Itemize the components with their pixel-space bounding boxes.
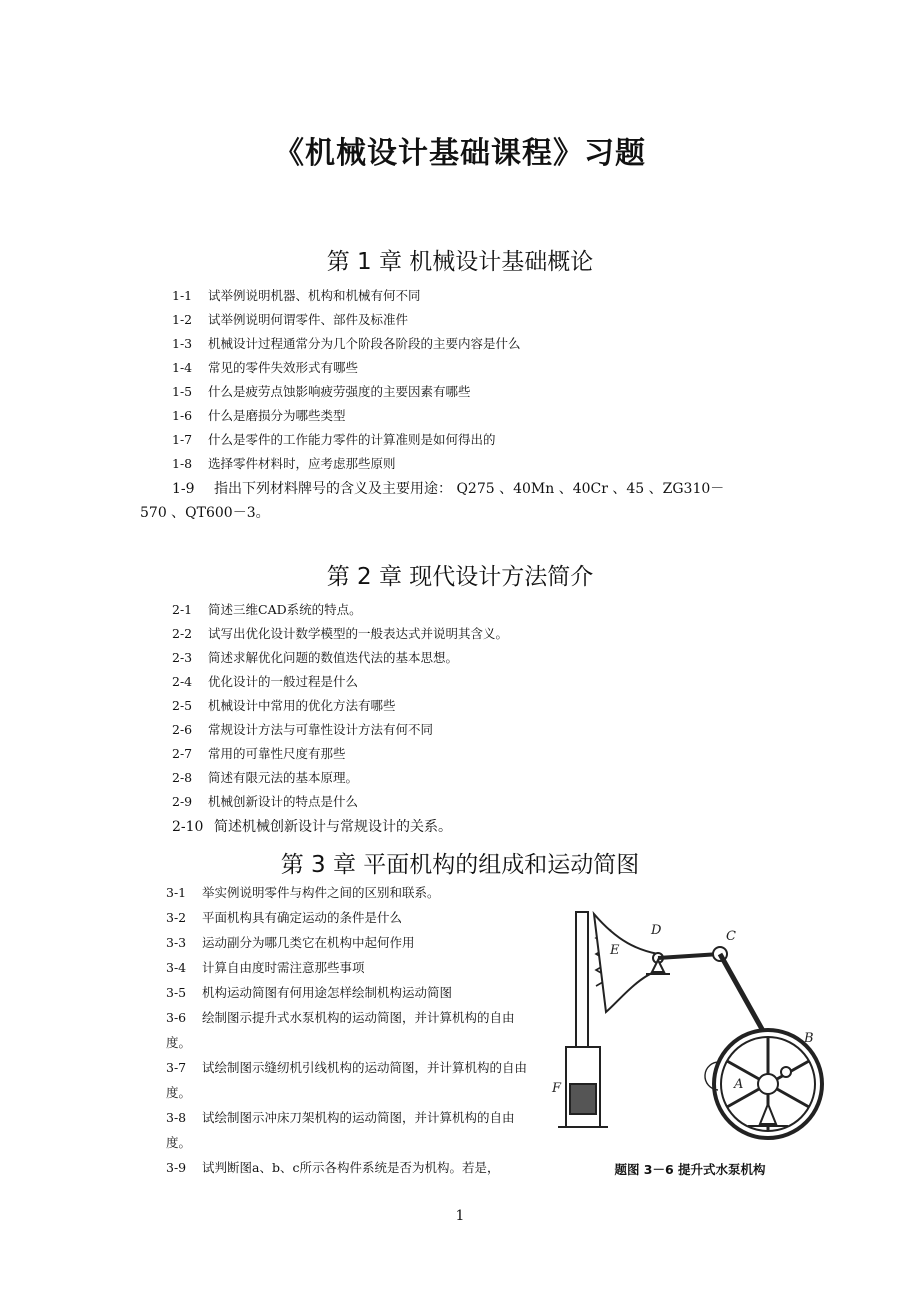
exercise-number: 1-7 <box>172 432 193 447</box>
exercise-text: 试绘制图示冲床刀架机构的运动简图，并计算机构的自由度。 <box>166 1110 515 1150</box>
exercise-number: 2-6 <box>172 722 193 737</box>
exercise-text: 简述机械创新设计与常规设计的关系。 <box>214 819 452 835</box>
exercise-2-5 <box>172 696 396 714</box>
exercise-1-2 <box>172 310 408 328</box>
exercise-text: 举实例说明零件与构件之间的区别和联系。 <box>202 885 440 900</box>
link-dc <box>658 954 720 958</box>
exercise-number: 1-1 <box>172 288 193 303</box>
label-a: A <box>734 1077 744 1092</box>
exercise-number: 3-3 <box>166 935 187 950</box>
exercise-number: 2-5 <box>172 698 193 713</box>
label-c: C <box>726 929 736 944</box>
exercise-number: 1-5 <box>172 384 193 399</box>
exercise-text: 机械创新设计的特点是什么 <box>208 794 359 809</box>
exercise-2-4 <box>172 672 358 690</box>
exercise-3-9 <box>140 1155 538 1180</box>
exercise-number: 3-2 <box>166 910 187 925</box>
exercise-number: 2-10 <box>172 819 204 835</box>
exercise-number: 1-8 <box>172 456 193 471</box>
exercise-3-8 <box>140 1105 538 1155</box>
exercise-text: 试绘制图示缝纫机引线机构的运动简图，并计算机构的自由度。 <box>166 1060 528 1100</box>
exercise-number: 3-8 <box>166 1110 187 1125</box>
exercise-number: 3-5 <box>166 985 187 1000</box>
exercise-number: 2-4 <box>172 674 193 689</box>
exercise-text: 优化设计的一般过程是什么 <box>208 674 359 689</box>
exercise-number: 1-6 <box>172 408 193 423</box>
chapter-3-heading: 第 3 章 平面机构的组成和运动简图 <box>280 852 640 878</box>
exercise-text: 选择零件材料时，应考虑那些原则 <box>208 456 396 471</box>
exercise-1-1 <box>172 286 421 304</box>
exercise-number: 1-3 <box>172 336 193 351</box>
figure-caption: 题图 3－6 提升式水泵机构 <box>614 1162 766 1177</box>
label-b: B <box>804 1031 814 1046</box>
exercise-2-6 <box>172 720 433 738</box>
exercise-text: 试写出优化设计数学模型的一般表达式并说明其含义。 <box>208 626 509 641</box>
exercise-2-1 <box>172 600 362 618</box>
exercise-1-9-continuation: 570 、QT600－3。 <box>140 505 270 521</box>
chapter-1-heading: 第 1 章 机械设计基础概论 <box>326 249 594 275</box>
exercise-text: 试判断图a、b、c所示各构件系统是否为机构。若是， <box>202 1160 500 1175</box>
exercise-text: 常见的零件失效形式有哪些 <box>208 360 359 375</box>
exercise-3-2 <box>140 905 538 930</box>
exercise-number: 3-4 <box>166 960 187 975</box>
exercise-text: 绘制图示提升式水泵机构的运动简图，并计算机构的自由度。 <box>166 1010 515 1050</box>
exercise-text: 简述求解优化问题的数值迭代法的基本思想。 <box>208 650 459 665</box>
label-d: D <box>651 923 662 938</box>
exercise-1-3 <box>172 334 521 352</box>
exercise-text: 平面机构具有确定运动的条件是什么 <box>202 910 403 925</box>
exercise-3-4 <box>140 955 538 980</box>
pump-rod <box>576 912 588 1052</box>
exercise-1-9 <box>172 478 724 498</box>
exercise-text: 什么是磨损分为哪些类型 <box>208 408 346 423</box>
exercise-text: 什么是零件的工作能力零件的计算准则是如何得出的 <box>208 432 496 447</box>
exercise-number: 2-2 <box>172 626 193 641</box>
document-title: 《机械设计基础课程》习题 <box>274 136 646 171</box>
exercise-3-1 <box>140 880 538 905</box>
exercise-text: 机械设计中常用的优化方法有哪些 <box>208 698 396 713</box>
pump-piston <box>570 1084 596 1114</box>
exercise-text: 指出下列材料牌号的含义及主要用途： Q275 、40Mn 、40Cr 、45 、ZG310－ <box>214 481 725 497</box>
exercise-1-8 <box>172 454 396 472</box>
exercise-3-7 <box>140 1055 538 1105</box>
exercise-1-6 <box>172 406 346 424</box>
exercise-2-3 <box>172 648 458 666</box>
exercise-number: 2-7 <box>172 746 193 761</box>
exercise-number: 2-8 <box>172 770 193 785</box>
exercise-3-3 <box>140 930 538 955</box>
exercise-2-10 <box>172 816 452 836</box>
exercise-text: 机械设计过程通常分为几个阶段各阶段的主要内容是什么 <box>208 336 521 351</box>
exercise-text: 试举例说明何谓零件、部件及标准件 <box>208 312 409 327</box>
page-number: 1 <box>455 1208 465 1224</box>
exercise-1-7 <box>172 430 496 448</box>
crank-pin-b <box>781 1067 791 1077</box>
exercise-2-7 <box>172 744 346 762</box>
chapter-2-heading: 第 2 章 现代设计方法简介 <box>326 564 594 590</box>
exercise-text: 运动副分为哪几类它在机构中起何作用 <box>202 935 415 950</box>
exercise-number: 3-6 <box>166 1010 187 1025</box>
exercise-number: 2-1 <box>172 602 193 617</box>
exercise-number: 1-9 <box>172 481 195 497</box>
label-e: E <box>610 943 620 958</box>
exercise-number: 2-3 <box>172 650 193 665</box>
exercise-text: 计算自由度时需注意那些事项 <box>202 960 365 975</box>
exercise-3-5 <box>140 980 538 1005</box>
pump-mechanism-figure <box>548 892 832 1190</box>
exercise-text: 常用的可靠性尺度有那些 <box>208 746 346 761</box>
label-f: F <box>552 1081 562 1096</box>
exercise-number: 3-7 <box>166 1060 187 1075</box>
exercise-1-5 <box>172 382 471 400</box>
exercise-text: 简述三维CAD系统的特点。 <box>208 602 362 617</box>
exercise-2-8 <box>172 768 358 786</box>
exercise-number: 3-9 <box>166 1160 187 1175</box>
exercise-number: 1-4 <box>172 360 193 375</box>
exercise-1-4 <box>172 358 358 376</box>
exercise-text: 常规设计方法与可靠性设计方法有何不同 <box>208 722 434 737</box>
exercise-number: 1-2 <box>172 312 193 327</box>
hub-a <box>758 1074 778 1094</box>
exercise-text: 什么是疲劳点蚀影响疲劳强度的主要因素有哪些 <box>208 384 471 399</box>
exercise-text: 机构运动简图有何用途怎样绘制机构运动简图 <box>202 985 453 1000</box>
exercise-number: 2-9 <box>172 794 193 809</box>
exercise-text: 试举例说明机器、机构和机械有何不同 <box>208 288 421 303</box>
exercise-text: 简述有限元法的基本原理。 <box>208 770 359 785</box>
exercise-2-9 <box>172 792 358 810</box>
exercise-3-6 <box>140 1005 538 1055</box>
exercise-2-2 <box>172 624 508 642</box>
exercise-number: 3-1 <box>166 885 187 900</box>
